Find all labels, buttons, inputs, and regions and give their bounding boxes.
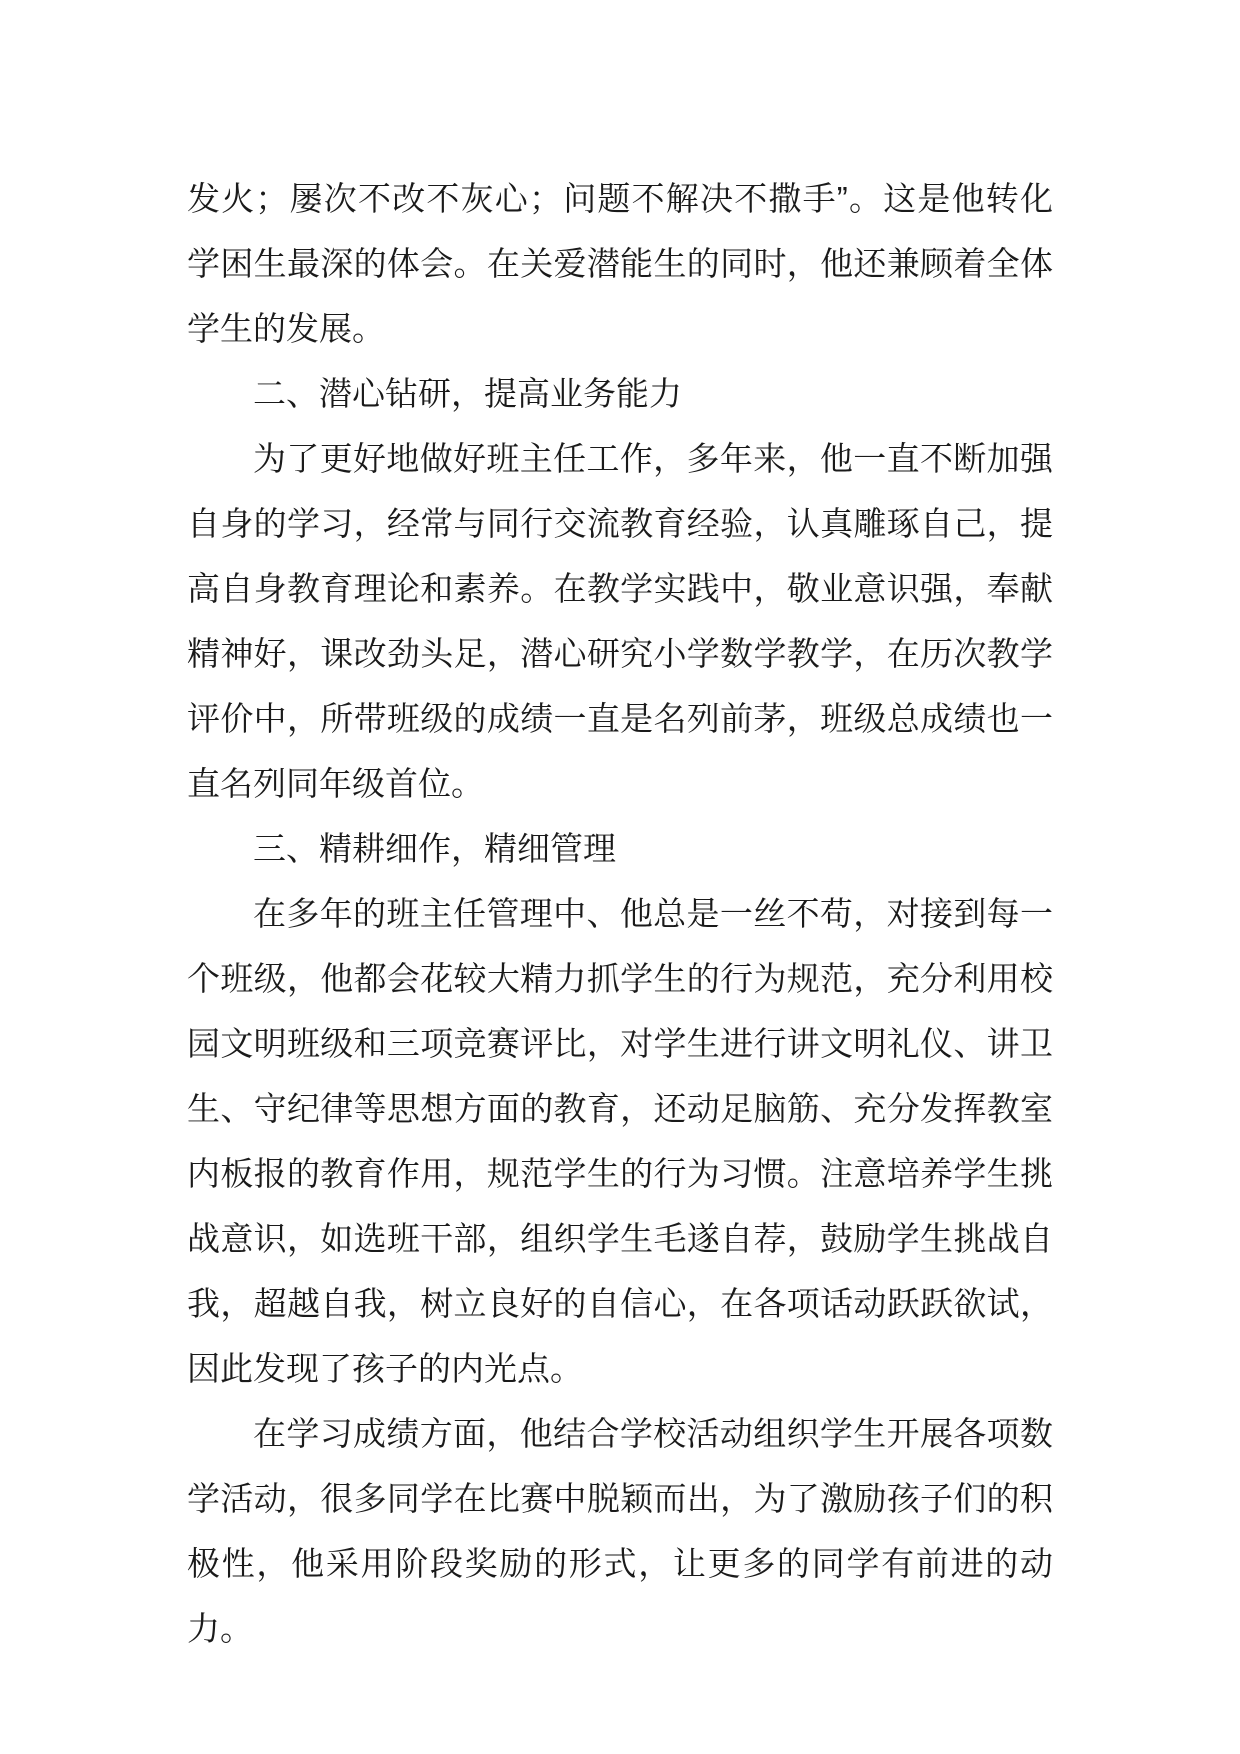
section-heading-3: 三、精耕细作，精细管理 [253, 830, 616, 867]
paragraph-continuation: 发火；屡次不改不灰心；问题不解决不撒手”。这是他转化学困生最深的体会。在关爱潜能生的同时，他还兼顾着全体学生的发展。 [187, 180, 1053, 347]
document-body [187, 166, 1053, 1661]
paragraph-section-3-body: 在多年的班主任管理中、他总是一丝不苟，对接到每一个班级，他都会花较大精力抓学生的行为规范，充分利用校园文明班级和三项竞赛评比，对学生进行讲文明礼仪、讲卫生、守纪律等思想方面的教育，还动足脑筋、充分发挥教室内板报的教育作用，规范学生的行为习惯。注意培养学生挑战意识，如选班干部，组织学生毛遂自荐，鼓励学生挑战自我，超越自我，树立良好的自信心，在各项话动跃跃欲试，因此发现了孩子的内光点。 [187, 895, 1053, 1387]
paragraph-section-2-body: 为了更好地做好班主任工作，多年来，他一直不断加强自身的学习，经常与同行交流教育经验，认真雕琢自己，提高自身教育理论和素养。在教学实践中，敬业意识强，奉献精神好，课改劲头足，潜心研究小学数学教学，在历次教学评价中，所带班级的成绩一直是名列前茅，班级总成绩也一直名列同年级首位。 [187, 440, 1053, 802]
section-heading-2: 二、潜心钻研，提高业务能力 [253, 375, 682, 412]
paragraph-section-3-body-2: 在学习成绩方面，他结合学校活动组织学生开展各项数学活动，很多同学在比赛中脱颖而出，为了激励孩子们的积极性，他采用阶段奖励的形式，让更多的同学有前进的动力。 [187, 1415, 1053, 1647]
